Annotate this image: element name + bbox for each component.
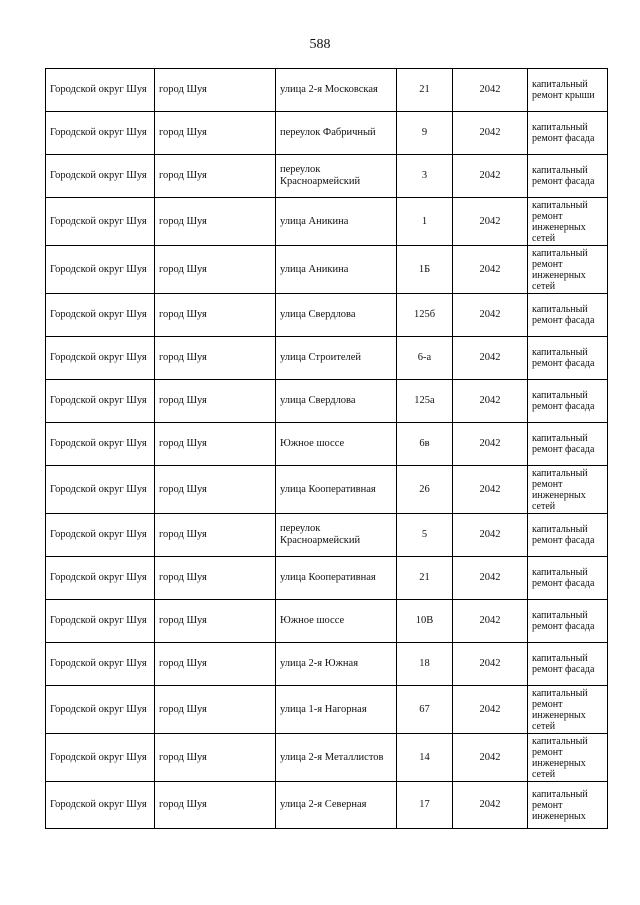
cell-house-number: 18 <box>397 643 453 686</box>
table-row <box>46 198 608 246</box>
cell-street: улица 2-я Северная <box>276 782 397 829</box>
cell-year: 2042 <box>453 466 528 514</box>
cell-house-number: 17 <box>397 782 453 829</box>
table-row <box>46 155 608 198</box>
cell-house-number: 125б <box>397 294 453 337</box>
cell-city: город Шуя <box>155 423 276 466</box>
table-row <box>46 686 608 734</box>
table-row <box>46 466 608 514</box>
cell-street: улица Аникина <box>276 246 397 294</box>
cell-house-number: 9 <box>397 112 453 155</box>
cell-house-number: 26 <box>397 466 453 514</box>
table-row <box>46 643 608 686</box>
cell-year: 2042 <box>453 600 528 643</box>
table-row <box>46 514 608 557</box>
table-row <box>46 112 608 155</box>
repair-schedule-table <box>45 68 608 829</box>
cell-work-type: капитальный ремонт инженерных сетей <box>528 686 608 734</box>
page-number: 588 <box>309 37 331 52</box>
cell-district: Городской округ Шуя <box>46 69 155 112</box>
cell-city: город Шуя <box>155 466 276 514</box>
cell-street: улица Аникина <box>276 198 397 246</box>
cell-year: 2042 <box>453 734 528 782</box>
cell-district: Городской округ Шуя <box>46 337 155 380</box>
cell-street: улица 1-я Нагорная <box>276 686 397 734</box>
cell-work-type: капитальный ремонт фасада <box>528 155 608 198</box>
cell-street: улица 2-я Металлистов <box>276 734 397 782</box>
cell-house-number: 1 <box>397 198 453 246</box>
cell-year: 2042 <box>453 557 528 600</box>
cell-house-number: 67 <box>397 686 453 734</box>
cell-city: город Шуя <box>155 514 276 557</box>
cell-year: 2042 <box>453 112 528 155</box>
cell-district: Городской округ Шуя <box>46 246 155 294</box>
table-row <box>46 600 608 643</box>
cell-city: город Шуя <box>155 155 276 198</box>
cell-work-type: капитальный ремонт инженерных сетей <box>528 198 608 246</box>
cell-street: улица 2-я Московская <box>276 69 397 112</box>
cell-work-type: капитальный ремонт инженерных сетей <box>528 734 608 782</box>
cell-district: Городской округ Шуя <box>46 643 155 686</box>
cell-district: Городской округ Шуя <box>46 423 155 466</box>
cell-city: город Шуя <box>155 557 276 600</box>
cell-year: 2042 <box>453 155 528 198</box>
cell-city: город Шуя <box>155 112 276 155</box>
cell-street: улица Строителей <box>276 337 397 380</box>
table-body <box>46 69 608 829</box>
cell-district: Городской округ Шуя <box>46 198 155 246</box>
cell-city: город Шуя <box>155 782 276 829</box>
cell-street: переулок Красноармейский <box>276 514 397 557</box>
cell-year: 2042 <box>453 643 528 686</box>
cell-city: город Шуя <box>155 734 276 782</box>
cell-city: город Шуя <box>155 198 276 246</box>
cell-district: Городской округ Шуя <box>46 782 155 829</box>
cell-city: город Шуя <box>155 246 276 294</box>
cell-street: переулок Фабричный <box>276 112 397 155</box>
table-row <box>46 246 608 294</box>
table-row <box>46 782 608 829</box>
cell-year: 2042 <box>453 337 528 380</box>
cell-work-type: капитальный ремонт фасада <box>528 112 608 155</box>
cell-work-type: капитальный ремонт фасада <box>528 514 608 557</box>
cell-year: 2042 <box>453 380 528 423</box>
cell-city: город Шуя <box>155 686 276 734</box>
cell-year: 2042 <box>453 423 528 466</box>
cell-work-type: капитальный ремонт крыши <box>528 69 608 112</box>
cell-house-number: 5 <box>397 514 453 557</box>
table-row <box>46 69 608 112</box>
cell-city: город Шуя <box>155 69 276 112</box>
table-row <box>46 337 608 380</box>
cell-house-number: 10В <box>397 600 453 643</box>
cell-work-type: капитальный ремонт фасада <box>528 337 608 380</box>
cell-work-type: капитальный ремонт инженерных сетей <box>528 246 608 294</box>
cell-work-type: капитальный ремонт фасада <box>528 423 608 466</box>
table-row <box>46 734 608 782</box>
cell-year: 2042 <box>453 782 528 829</box>
cell-house-number: 6-а <box>397 337 453 380</box>
cell-house-number: 3 <box>397 155 453 198</box>
cell-house-number: 6в <box>397 423 453 466</box>
table-row <box>46 380 608 423</box>
table-row <box>46 557 608 600</box>
cell-house-number: 21 <box>397 557 453 600</box>
cell-year: 2042 <box>453 246 528 294</box>
cell-house-number: 21 <box>397 69 453 112</box>
cell-street: улица Кооперативная <box>276 466 397 514</box>
cell-house-number: 14 <box>397 734 453 782</box>
cell-district: Городской округ Шуя <box>46 734 155 782</box>
cell-year: 2042 <box>453 198 528 246</box>
cell-district: Городской округ Шуя <box>46 600 155 643</box>
cell-work-type: капитальный ремонт инженерных <box>528 782 608 829</box>
cell-work-type: капитальный ремонт фасада <box>528 294 608 337</box>
cell-year: 2042 <box>453 514 528 557</box>
cell-street: улица Свердлова <box>276 294 397 337</box>
cell-street: Южное шоссе <box>276 423 397 466</box>
cell-district: Городской округ Шуя <box>46 380 155 423</box>
cell-work-type: капитальный ремонт фасада <box>528 380 608 423</box>
cell-house-number: 125а <box>397 380 453 423</box>
cell-district: Городской округ Шуя <box>46 686 155 734</box>
cell-city: город Шуя <box>155 337 276 380</box>
cell-year: 2042 <box>453 294 528 337</box>
cell-city: город Шуя <box>155 600 276 643</box>
table-row <box>46 294 608 337</box>
cell-street: улица Свердлова <box>276 380 397 423</box>
cell-street: улица Кооперативная <box>276 557 397 600</box>
cell-district: Городской округ Шуя <box>46 557 155 600</box>
cell-year: 2042 <box>453 686 528 734</box>
cell-district: Городской округ Шуя <box>46 112 155 155</box>
cell-district: Городской округ Шуя <box>46 294 155 337</box>
cell-street: переулок Красноармейский <box>276 155 397 198</box>
cell-work-type: капитальный ремонт фасада <box>528 643 608 686</box>
cell-work-type: капитальный ремонт фасада <box>528 557 608 600</box>
cell-city: город Шуя <box>155 643 276 686</box>
cell-district: Городской округ Шуя <box>46 466 155 514</box>
cell-city: город Шуя <box>155 294 276 337</box>
cell-district: Городской округ Шуя <box>46 155 155 198</box>
table-row <box>46 423 608 466</box>
cell-street: улица 2-я Южная <box>276 643 397 686</box>
cell-street: Южное шоссе <box>276 600 397 643</box>
cell-house-number: 1Б <box>397 246 453 294</box>
cell-year: 2042 <box>453 69 528 112</box>
cell-district: Городской округ Шуя <box>46 514 155 557</box>
cell-work-type: капитальный ремонт инженерных сетей <box>528 466 608 514</box>
cell-work-type: капитальный ремонт фасада <box>528 600 608 643</box>
cell-city: город Шуя <box>155 380 276 423</box>
